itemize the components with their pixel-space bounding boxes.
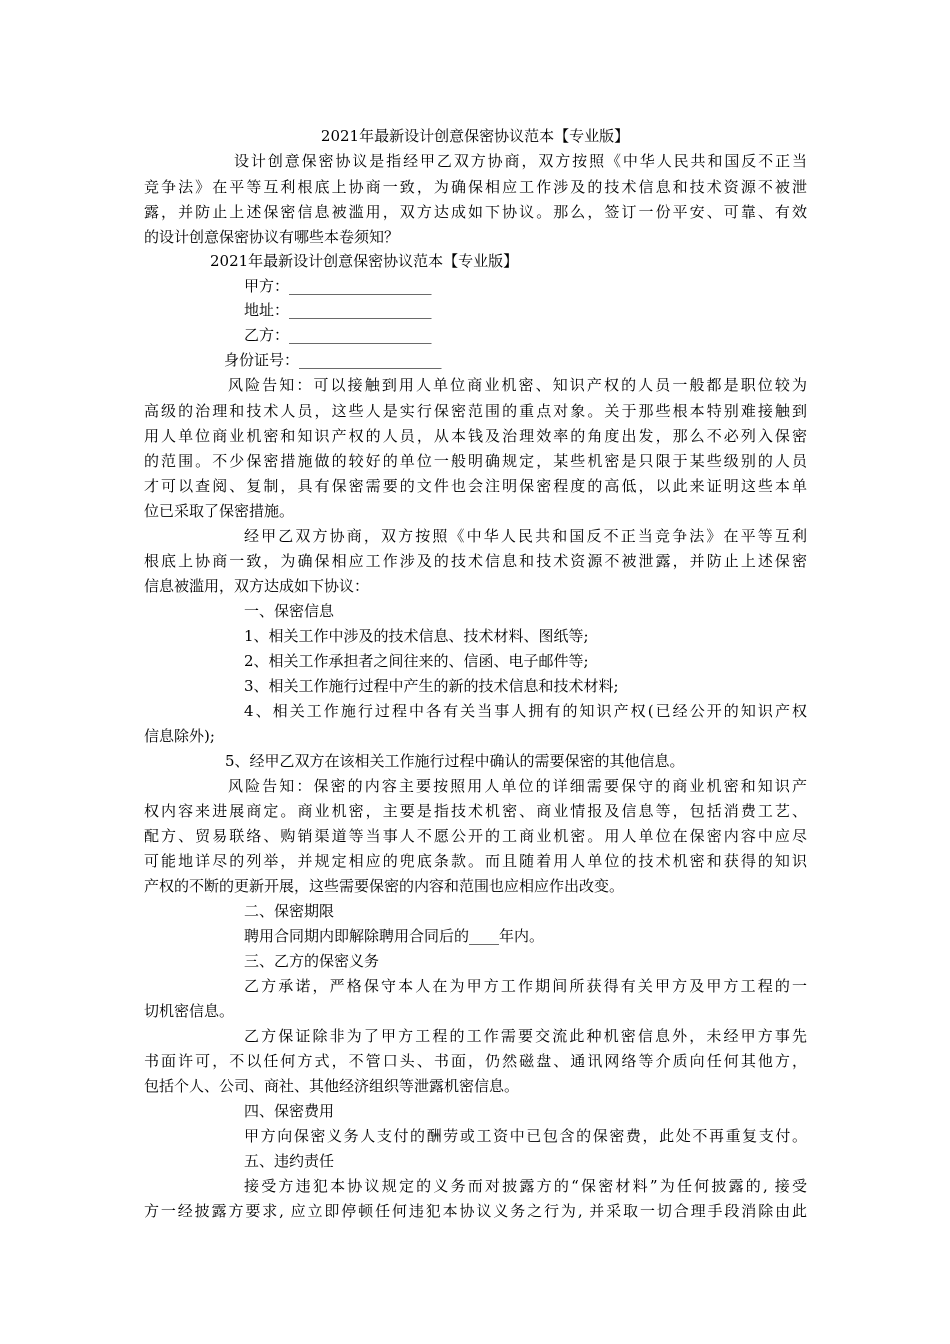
intro-paragraph-line: 的设计创意保密协议有哪些本卷须知？ [144,228,400,246]
intro-paragraph-line: 设计创意保密协议是指经甲乙双方协商，双方按照《中华人民共和国反不正当 [234,152,807,170]
section-text: 乙方保证除非为了甲方工程的工作需要交流此种机密信息外，未经甲方事先 [244,1027,807,1045]
id-number-field: 身份证号：___________________ [224,351,442,369]
list-item: 5、经甲乙双方在该相关工作施行过程中确认的需要保密的其他信息。 [225,752,685,770]
document-title: 2021年最新设计创意保密协议范本【专业版】 [320,127,630,145]
section-text: 接受方违犯本协议规定的义务而对披露方的“保密材料”为任何披露的, 接受 [244,1177,807,1195]
list-item: 1、相关工作中涉及的技术信息、技术材料、图纸等; [244,627,589,645]
document-subtitle: 2021年最新设计创意保密协议范本【专业版】 [210,252,519,270]
risk-notice-line: 才可以查阅、复制，具有保密需要的文件也会注明保密程度的高低，以此来证明这些本单 [144,477,807,495]
agreement-paragraph-line: 信息被滥用，双方达成如下协议： [144,577,370,595]
agreement-paragraph-line: 经甲乙双方协商，双方按照《中华人民共和国反不正当竞争法》在平等互利 [244,527,807,545]
list-item: 4、相关工作施行过程中各有关当事人拥有的知识产权(已经公开的知识产权 [244,702,807,720]
party-b-field: 乙方：___________________ [244,326,432,344]
section-text: 聘用合同期内即解除聘用合同后的____年内。 [244,927,545,945]
party-a-field: 甲方：___________________ [244,277,432,295]
section-text: 乙方承诺，严格保守本人在为甲方工作期间所获得有关甲方及甲方工程的一 [244,977,807,995]
risk-notice-line: 权内容来进展商定。商业机密，主要是指技术机密、商业情报及信息等，包括消费工艺、 [144,802,807,820]
section-text: 切机密信息。 [144,1002,235,1020]
section-heading: 三、乙方的保密义务 [244,952,380,970]
intro-paragraph-line: 露，并防止上述保密信息被滥用，双方达成如下协议。那么，签订一份平安、可靠、有效 [144,203,807,221]
section-text: 包括个人、公司、商社、其他经济组织等泄露机密信息。 [144,1077,520,1095]
risk-notice-line: 风险告知：可以接触到用人单位商业机密、知识产权的人员一般都是职位较为 [228,376,807,394]
section-heading: 四、保密费用 [244,1102,335,1120]
section-text: 书面许可，不以任何方式，不管口头、书面，仍然磁盘、通讯网络等介质向任何其他方， [144,1052,807,1070]
section-text: 方一经披露方要求, 应立即停顿任何违犯本协议义务之行为, 并采取一切合理手段消除由此 [144,1202,807,1220]
address-field: 地址：___________________ [244,301,432,319]
risk-notice-line: 配方、贸易联络、购销渠道等当事人不愿公开的工商业机密。用人单位在保密内容中应尽 [144,827,807,845]
risk-notice-line: 产权的不断的更新开展，这些需要保密的内容和范围也应相应作出改变。 [144,877,625,895]
risk-notice-line: 位已采取了保密措施。 [144,502,295,520]
risk-notice-line: 的范围。不少保密措施做的较好的单位一般明确规定，某些机密是只限于某些级别的人员 [144,452,807,470]
intro-paragraph-line: 竞争法》在平等互利根底上协商一致，为确保相应工作涉及的技术信息和技术资源不被泄 [144,178,807,196]
section-heading: 五、违约责任 [244,1152,335,1170]
risk-notice-line: 用人单位商业机密和知识产权的人员，从本钱及治理效率的角度出发，那么不必列入保密 [144,427,807,445]
risk-notice-line: 风险告知：保密的内容主要按照用人单位的详细需要保守的商业机密和知识产 [228,777,807,795]
list-item: 3、相关工作施行过程中产生的新的技术信息和技术材料; [244,677,619,695]
section-heading: 二、保密期限 [244,902,335,920]
agreement-paragraph-line: 根底上协商一致，为确保相应工作涉及的技术信息和技术资源不被泄露，并防止上述保密 [144,552,807,570]
risk-notice-line: 高级的治理和技术人员，这些人是实行保密范围的重点对象。关于那些根本特别难接触到 [144,402,807,420]
section-text: 甲方向保密义务人支付的酬劳或工资中已包含的保密费，此处不再重复支付。 [244,1127,807,1145]
list-item: 信息除外); [144,727,215,745]
list-item: 2、相关工作承担者之间往来的、信函、电子邮件等; [244,652,589,670]
risk-notice-line: 可能地详尽的列举，并规定相应的兜底条款。而且随着用人单位的技术机密和获得的知识 [144,852,807,870]
section-heading: 一、保密信息 [244,602,335,620]
